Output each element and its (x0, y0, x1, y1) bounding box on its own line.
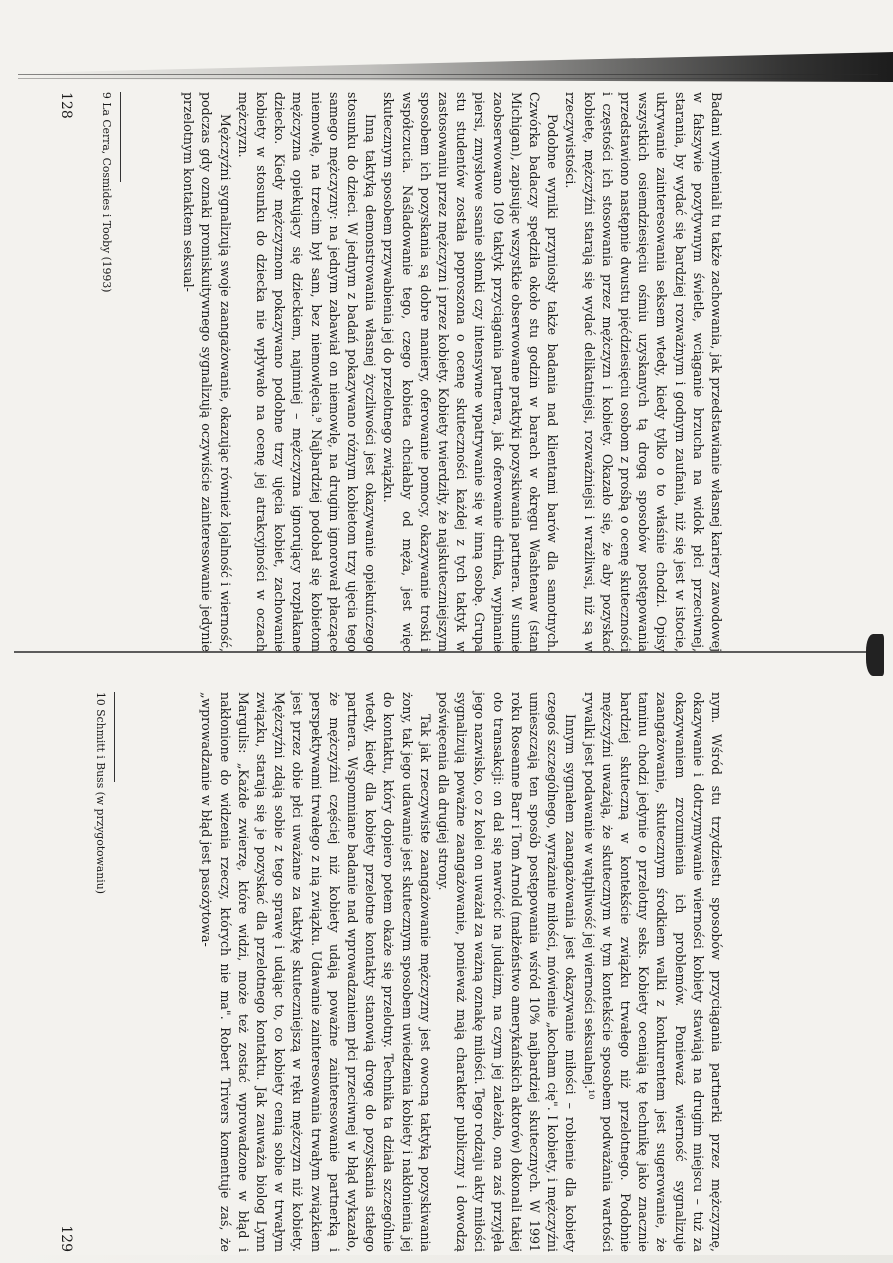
gutter-binding-mark (866, 634, 884, 676)
paragraph: nym. Wśród stu trzydziestu sposobów przyciągania partnerki przez mężczyznę, okazywanie i dotrzymywanie wierności kobiety stawiają na drugim miejscu – tuż za okazywaniem zrozumienia ich problemów. Ponieważ wierność sygnalizuje zaangażowanie, skutecznym środkiem walki z konkurentem jest sugerowanie, że taminu chodzi jedynie o przelotny seks. Kobiety oceniają tę technikę jako znacznie bardziej skuteczną w kontekście związku trwałego niż przelotnego. Podobnie mężczyźni uważają, że skutecznym w tym kontekście sposobem podważania wartości rywalki jest podawanie w wątpliwość jej wierności seksualnej.¹⁰ (581, 692, 724, 1252)
page-body (179, 92, 725, 652)
footnote-number: 9 (100, 92, 113, 99)
footnote-number: 10 (94, 692, 107, 706)
scan-edge-line (18, 78, 838, 79)
scan-edge-line (18, 74, 878, 75)
footnote (99, 92, 113, 652)
page-body (197, 692, 725, 1252)
paragraph: Mężczyźni sygnalizują swoje zaangażowanie, okazując również lojalność i wierność, podczas gdy oznaki promiskuitywnego sygnalizują oczywiście zainteresowanie jedynie przelotnym kontaktem seksual- (181, 92, 233, 652)
footnote-rule (120, 92, 121, 182)
page-129 (25, 692, 725, 1252)
paragraph: Badani wymieniali tu także zachowania, jak przedstawianie własnej kariery zawodowej w fałszywie pozytywnym świetle, wciąganie brzucha na widok płci przeciwnej, starania, by wydać się bardziej rozważnym i godnym zaufania, niż się jest w istocie, ukrywanie zainteresowania seksem wtedy, kiedy tylko o to właśnie chodzi. Opisy wszystkich osiemdziesięciu ośmiu uzyskanych tą drogą sposobów postępowania przedstawiono następnie dwustu pięćdziesięciu osobom z prośbą o ocenę skuteczności i częstości ich stosowania przez mężczyzn i kobiety. Okazało się, że aby pozyskać kobietę, mężczyźni starają się wydać delikatniejsi, rozważniejsi i wrażliwsi, niż są w rzeczywistości. (563, 92, 724, 652)
page-number: 129 (58, 1225, 74, 1252)
paragraph: Tak jak rzeczywiste zaangażowanie mężczyzny jest owocną taktyką pozyskiwania żony, tak jego udawanie jest skutecznym sposobem uwiedzenia kobiety i nakłonienia jej do kontaktu, który dopiero potem okaże się przelotny. Technika ta działa szczególnie wtedy, kiedy dla kobiety przelotne kontakty stanowią drogę do pozyskania stałego partnera. Wspomniane badanie nad wprowadzaniem płci przeciwnej w błąd wykazało, że mężczyźni częściej niż kobiety udają poważne zainteresowanie partnerką i perspektywami trwałego z nią związku. Udawanie zainteresowania trwałym związkiem jest przez obie płci uważane za taktykę skuteczniejszą w ręku mężczyzn niż kobiety. Mężczyźni zdają sobie z tego sprawę i udając to, co kobiety cenią sobie w trwałym związku, starają się je pozyskać dla przelotnego kontaktu. Jak zauważa biolog Lynn Margulis: „Każde zwierzę, które widzi, może też zostać wprowadzone w błąd i nakłonione do widzenia rzeczy, których nie ma". Robert Trivers komentuje zaś, że „wprowadzanie w błąd jest pasożytowa- (199, 692, 433, 1252)
footnote-text: Schmitt i Buss (w przygotowaniu) (94, 709, 107, 894)
footnote (93, 692, 107, 1252)
paragraph: Podobne wyniki przyniosły także badania nad klientami barów dla samotnych. Czwórka badaczy spędziła około stu godzin w barach w okręgu Washtenaw (stan Michigan), zapisując wszystkie obserwowane praktyki pozyskiwania partnera. W sumie zaobserwowano 109 taktyk przyciągania partnera, jak oferowanie drinka, wypinanie piersi, zmysłowe ssanie słomki czy intensywne wpatrywanie się w inną osobę. Grupa stu studentów została poproszona o ocenę skuteczności każdej z tych taktyk w zastosowaniu przez mężczyzn i przez kobiety. Kobiety twierdziły, że najskuteczniejszym sposobem ich pozyskania są dobre maniery, oferowanie pomocy, okazywanie troski i współczucia. Naśladowanie tego, czego kobieta chciałaby od męża, jest więc skutecznym sposobem przywabienia jej do przelotnego związku. (381, 92, 561, 652)
paragraph: Innym sygnałem zaangażowania jest okazywanie miłości – robienie dla kobiety czegoś szczególnego, wyrażanie miłości, mówienie „kocham cię". I kobiety, i mężczyźni umieszczają ten sposób postępowania wśród 10% najbardziej skutecznych. W 1991 roku Roseanne Barr i Tom Arnold (małżeństwo amerykańskich aktorów) dokonali takiej oto transakcji: on dał się nawrócić na judaizm, na czym jej zależało, ona zaś przyjęła jego nazwisko, co z kolei on uważał za ważną oznakę miłości. Tego rodzaju akty miłości sygnalizują poważne zaangażowanie, ponieważ mają charakter publiczny i dowodzą poświęcenia dla drugiej strony. (435, 692, 579, 1252)
page-128 (25, 92, 725, 652)
paragraph: Inną taktyką demonstrowania własnej życzliwości jest okazywanie opiekuńczego stosunku do dzieci. W jednym z badań pokazywano różnym kobietom trzy ujęcia tego samego mężczyzny: na jednym zabawiał on niemowlę, na drugim ignorował płaczące niemowlę, na trzecim był sam, bez niemowlęcia.⁹ Najbardziej podobał się kobietom mężczyzna opiekujący się dzieckiem, najmniej – mężczyzna ignorujący rozpłakane dziecko. Kiedy mężczyznom pokazywano podobne trzy ujęcia kobiet, zachowanie kobiety w stosunku do dziecka nie wpływało na ocenę jej atrakcyjności w oczach mężczyzn. (235, 92, 379, 652)
footnote-text: La Cerra, Cosmides i Tooby (1993) (100, 102, 113, 293)
page-number: 128 (58, 92, 74, 119)
footnote-rule (114, 692, 115, 782)
scan-bottom-edge (0, 1255, 893, 1263)
